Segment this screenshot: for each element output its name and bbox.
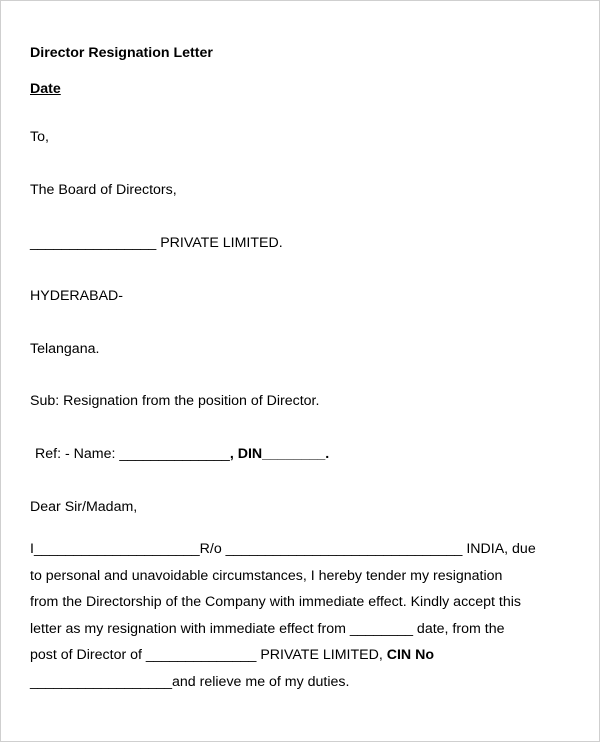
body-paragraph xyxy=(30,536,575,695)
greeting-line: Dear Sir/Madam, xyxy=(30,499,138,515)
ref-din-label: , DIN xyxy=(229,446,263,462)
reference-line xyxy=(35,445,329,463)
company-name-blank: ________________ xyxy=(30,235,157,251)
city-line: HYDERABAD- xyxy=(30,288,124,304)
recipient-line: The Board of Directors, xyxy=(30,182,177,198)
body-row xyxy=(30,642,575,669)
body-row: I_____________________R/o ______________________________ INDIA, due xyxy=(30,541,536,557)
body-row: letter as my resignation with immediate effect from ________ date, from the xyxy=(30,620,505,637)
company-suffix: PRIVATE LIMITED. xyxy=(156,235,283,251)
ref-din-blank: ________. xyxy=(262,446,330,462)
ref-name-blank: ______________ xyxy=(119,446,230,462)
body-row: to personal and unavoidable circumstances, I hereby tender my resignation xyxy=(30,567,503,584)
ref-prefix: Ref: - Name: xyxy=(35,446,120,462)
body-row: from the Directorship of the Company with immediate effect. Kindly accept this xyxy=(30,594,521,610)
salutation-to: To, xyxy=(30,129,49,145)
subject-line: Sub: Resignation from the position of Director. xyxy=(30,393,320,409)
state-line: Telangana. xyxy=(30,341,100,357)
body-row: __________________and relieve me of my duties. xyxy=(30,673,350,690)
date-label: Date xyxy=(30,81,61,97)
cin-label: CIN No xyxy=(386,647,435,663)
letter-title: Director Resignation Letter xyxy=(30,45,213,61)
company-line xyxy=(30,234,283,252)
body-row5-text: post of Director of ______________ PRIVATE LIMITED, xyxy=(30,647,387,663)
